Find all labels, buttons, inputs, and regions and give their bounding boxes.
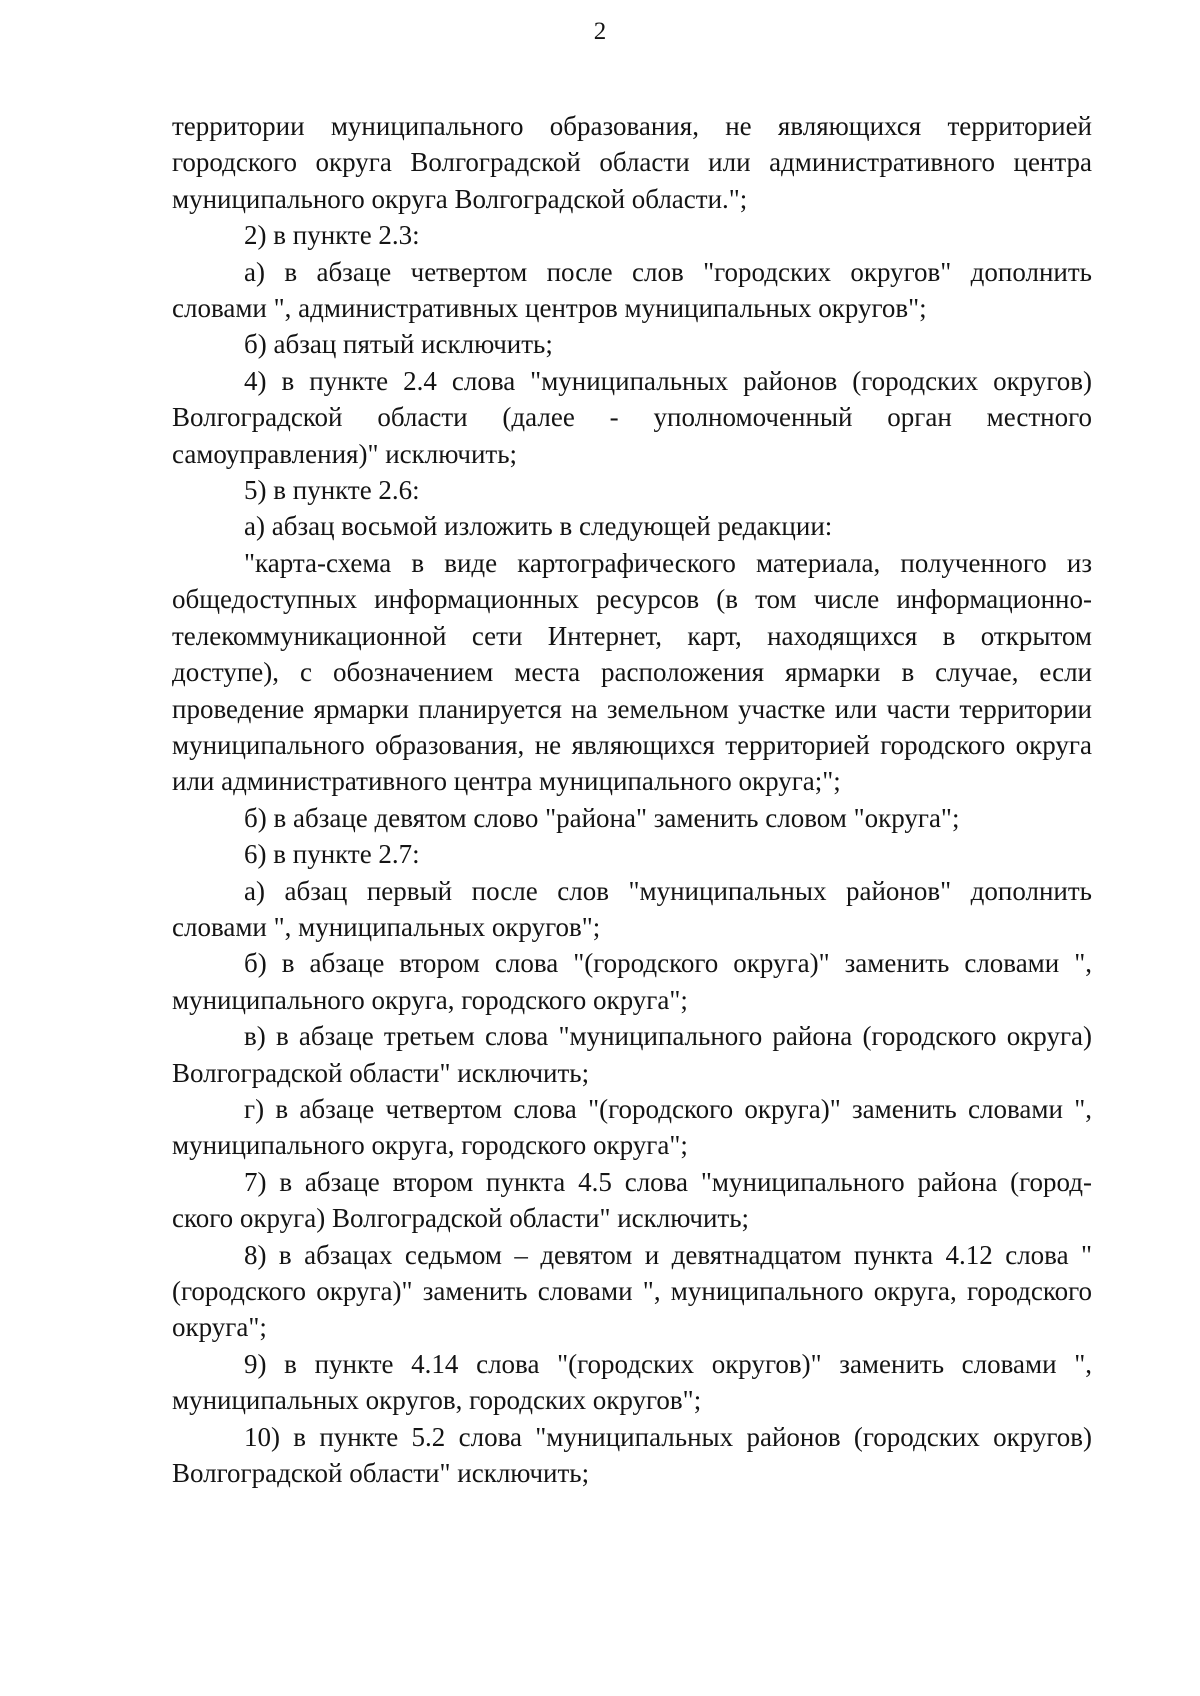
document-paragraph: территории муниципального образования, не являющихся территорией городского округа Волгоградской области или административного центра муниципального округа Волгоградской области."; — [172, 111, 1092, 214]
document-paragraph: 6) в пункте 2.7: — [244, 839, 420, 870]
document-paragraph: 9) в пункте 4.14 слова "(городских округов)" заменить словами ", муниципальных округов, городских округов"; — [172, 1348, 1092, 1416]
document-paragraph: б) в абзаце втором слова "(городского округа)" заменить словами ", муниципального округа, городского округа"; — [172, 948, 1092, 1015]
document-paragraph: г) в абзаце четвертом слова "(городского округа)" заменить словами ", муниципального округа, городского округа"; — [172, 1093, 1092, 1161]
document-paragraph: а) абзац первый после слов "муниципальных районов" дополнить словами ", муниципальных округов"; — [172, 875, 1092, 942]
document-paragraph: б) в абзаце девятом слово "района" заменить словом "округа"; — [244, 802, 960, 833]
document-paragraph: а) в абзаце четвертом после слов "городских округов" дополнить словами ", административных центров муниципальных округов"; — [172, 256, 1092, 324]
document-paragraph: 5) в пункте 2.6: — [244, 475, 420, 506]
document-paragraph: "карта-схема в виде картографического материала, полученного из общедоступных информационных ресурсов (в том числе информационно-телекоммуникационной сети Интернет, карт, находящихся в открытом доступе), с обозначением места расположения ярмарки в случае, если проведение ярмарки планируется на земельном участке или части территории муниципального образования, не являющихся территорией городского округа или административного центра муниципального округа;"; — [172, 547, 1092, 797]
document-paragraph: 2) в пункте 2.3: — [244, 220, 420, 251]
document-body — [172, 108, 1092, 1491]
document-paragraph: 8) в абзацах седьмом – девятом и девятнадцатом пункта 4.12 слова "(городского округа)" заменить словами ", муниципального округа, городского округа"; — [172, 1239, 1092, 1343]
page-number: 2 — [593, 18, 607, 45]
document-paragraph: 10) в пункте 5.2 слова "муниципальных районов (городских округов) Волгоградской области" исключить; — [172, 1421, 1092, 1489]
document-paragraph: в) в абзаце третьем слова "муниципального района (городского округа) Волгоградской области" исключить; — [172, 1021, 1092, 1088]
document-paragraph: б) абзац пятый исключить; — [244, 329, 553, 360]
document-paragraph: 4) в пункте 2.4 слова "муниципальных районов (городских округов) Волгоградской области (далее - уполномоченный орган местного самоуправления)" исключить; — [172, 365, 1092, 469]
document-paragraph: 7) в абзаце втором пункта 4.5 слова "муниципального района (город-ского округа) Волгоградской области" исключить; — [172, 1166, 1092, 1234]
document-paragraph: а) абзац восьмой изложить в следующей редакции: — [244, 511, 833, 542]
